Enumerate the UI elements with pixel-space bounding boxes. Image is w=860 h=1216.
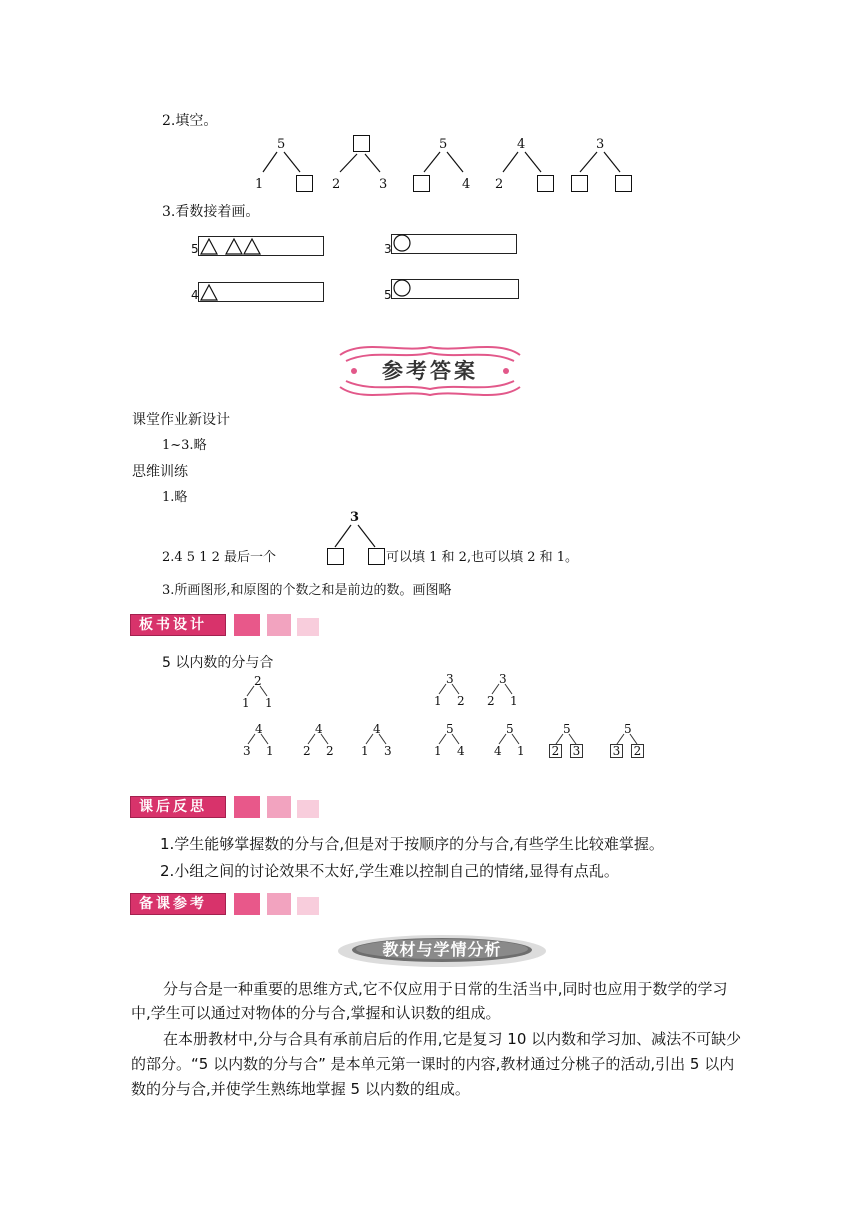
section-title-homework: 课堂作业新设计	[132, 412, 230, 428]
prep-reference-tag: 备课参考	[130, 893, 226, 915]
analysis-para2-line2: 的部分。“5 以内数的分与合” 是本单元第一课时的内容,教材通过分桃子的活动,引出 5 以内	[131, 1055, 735, 1073]
triangle-icon	[199, 283, 221, 301]
q2-label: 2.填空。	[162, 113, 218, 129]
bond5-left-blank-box[interactable]	[571, 175, 588, 192]
analysis-para2-line3: 数的分与合,并使学生熟练地掌握 5 以内数的组成。	[131, 1080, 470, 1098]
answer-banner-title: 参考答案	[382, 358, 478, 383]
bond3-right: 4	[462, 177, 471, 192]
answer-thinking-1: 1.略	[162, 490, 188, 505]
circle-icon	[392, 279, 414, 299]
reflection-tag: 课后反思	[130, 796, 226, 818]
answer-bond-right-box	[368, 548, 385, 565]
board-bond-left: 4	[494, 744, 502, 758]
draw-row3-number: 4	[191, 288, 199, 302]
analysis-para1-line2: 中,学生可以通过对物体的分与合,掌握和认识数的组成。	[131, 1004, 501, 1022]
bond4-top: 4	[517, 137, 526, 152]
pink-block	[297, 800, 319, 818]
draw-row1-number: 5	[191, 242, 199, 256]
bond5-right-blank-box[interactable]	[615, 175, 632, 192]
draw-row3-box[interactable]	[198, 282, 324, 302]
circle-icon	[392, 234, 414, 254]
board-bond-top: 5	[446, 722, 454, 736]
board-bond-right: 1	[510, 694, 518, 708]
analysis-para2-line1: 在本册教材中,分与合具有承前启后的作用,它是复习 10 以内数和学习加、减法不可缺少	[163, 1030, 742, 1048]
board-bond-right: 2	[457, 694, 465, 708]
board-design-tag: 板书设计	[130, 614, 226, 636]
board-bond-top: 4	[315, 722, 323, 736]
board-bond-right: 3	[384, 744, 392, 758]
answer-thinking-3: 3.所画图形,和原图的个数之和是前边的数。画图略	[162, 583, 452, 598]
answer-thinking-2-suffix: 可以填 1 和 2,也可以填 2 和 1。	[386, 550, 579, 565]
q2-bond-lines	[0, 0, 860, 200]
board-bond-left: 1	[434, 744, 442, 758]
board-bond-top: 5	[563, 722, 571, 736]
bond4-left: 2	[495, 177, 504, 192]
pink-block	[267, 614, 291, 636]
analysis-banner	[336, 933, 548, 969]
board-bond-top: 5	[624, 722, 632, 736]
board-bond-right: 2	[326, 744, 334, 758]
board-bond-top: 4	[373, 722, 381, 736]
pink-block	[234, 796, 260, 818]
bond1-right-blank-box[interactable]	[296, 175, 313, 192]
pink-block	[297, 618, 319, 636]
bond2-top-blank-box[interactable]	[353, 135, 370, 152]
board-bond-top: 3	[446, 672, 454, 686]
board-bond-left: 1	[361, 744, 369, 758]
pink-block	[297, 897, 319, 915]
board-bond-lines	[0, 670, 860, 770]
bond3-left-blank-box[interactable]	[413, 175, 430, 192]
bond4-right-blank-box[interactable]	[537, 175, 554, 192]
board-bond-right: 1	[266, 744, 274, 758]
board-bond-right-boxed: 3	[570, 744, 583, 758]
draw-row4-box[interactable]	[391, 279, 519, 299]
pink-block	[267, 893, 291, 915]
board-bond-top: 5	[506, 722, 514, 736]
board-bonds	[0, 670, 860, 770]
draw-row1-box[interactable]	[198, 236, 324, 256]
board-bond-left: 3	[243, 744, 251, 758]
pink-block	[234, 893, 260, 915]
board-bond-right: 1	[265, 696, 273, 710]
bond2-right: 3	[379, 177, 388, 192]
board-bond-left: 1	[242, 696, 250, 710]
board-bond-left-boxed: 3	[610, 744, 623, 758]
board-bond-left: 1	[434, 694, 442, 708]
reflection-item-2: 2.小组之间的讨论效果不太好,学生难以控制自己的情绪,显得有点乱。	[160, 862, 619, 880]
section-title-thinking: 思维训练	[132, 464, 188, 480]
bond5-top: 3	[596, 137, 605, 152]
board-bond-top: 3	[499, 672, 507, 686]
answer-bond-left-box	[327, 548, 344, 565]
bond1-left: 1	[255, 177, 264, 192]
pink-block	[234, 614, 260, 636]
board-bond-right: 1	[517, 744, 525, 758]
bond2-left: 2	[332, 177, 341, 192]
draw-row4-number: 5	[384, 288, 392, 302]
bond3-top: 5	[439, 137, 448, 152]
answer-homework: 1~3.略	[162, 438, 207, 453]
analysis-banner-title: 教材与学情分析	[382, 940, 502, 959]
reflection-item-1: 1.学生能够掌握数的分与合,但是对于按顺序的分与合,有些学生比较难掌握。	[160, 835, 664, 853]
answer-banner	[332, 335, 528, 407]
board-bond-right-boxed: 2	[631, 744, 644, 758]
board-bond-top: 2	[254, 674, 262, 688]
board-title: 5 以内数的分与合	[162, 655, 274, 671]
q3-label: 3.看数接着画。	[162, 204, 260, 220]
bond1-top: 5	[277, 137, 286, 152]
draw-row2-number: 3	[384, 242, 392, 256]
answer-bond-top: 3	[350, 510, 360, 525]
board-bond-right: 4	[457, 744, 465, 758]
pink-block	[267, 796, 291, 818]
triangle-icon	[199, 237, 269, 255]
answer-thinking-2-prefix: 2.4 5 1 2 最后一个	[162, 550, 277, 565]
board-bond-left: 2	[487, 694, 495, 708]
board-bond-top: 4	[255, 722, 263, 736]
board-bond-left: 2	[303, 744, 311, 758]
board-bond-left-boxed: 2	[549, 744, 562, 758]
draw-row2-box[interactable]	[391, 234, 517, 254]
q2-number-bonds	[0, 0, 860, 200]
analysis-para1-line1: 分与合是一种重要的思维方式,它不仅应用于日常的生活当中,同时也应用于数学的学习	[163, 980, 728, 998]
